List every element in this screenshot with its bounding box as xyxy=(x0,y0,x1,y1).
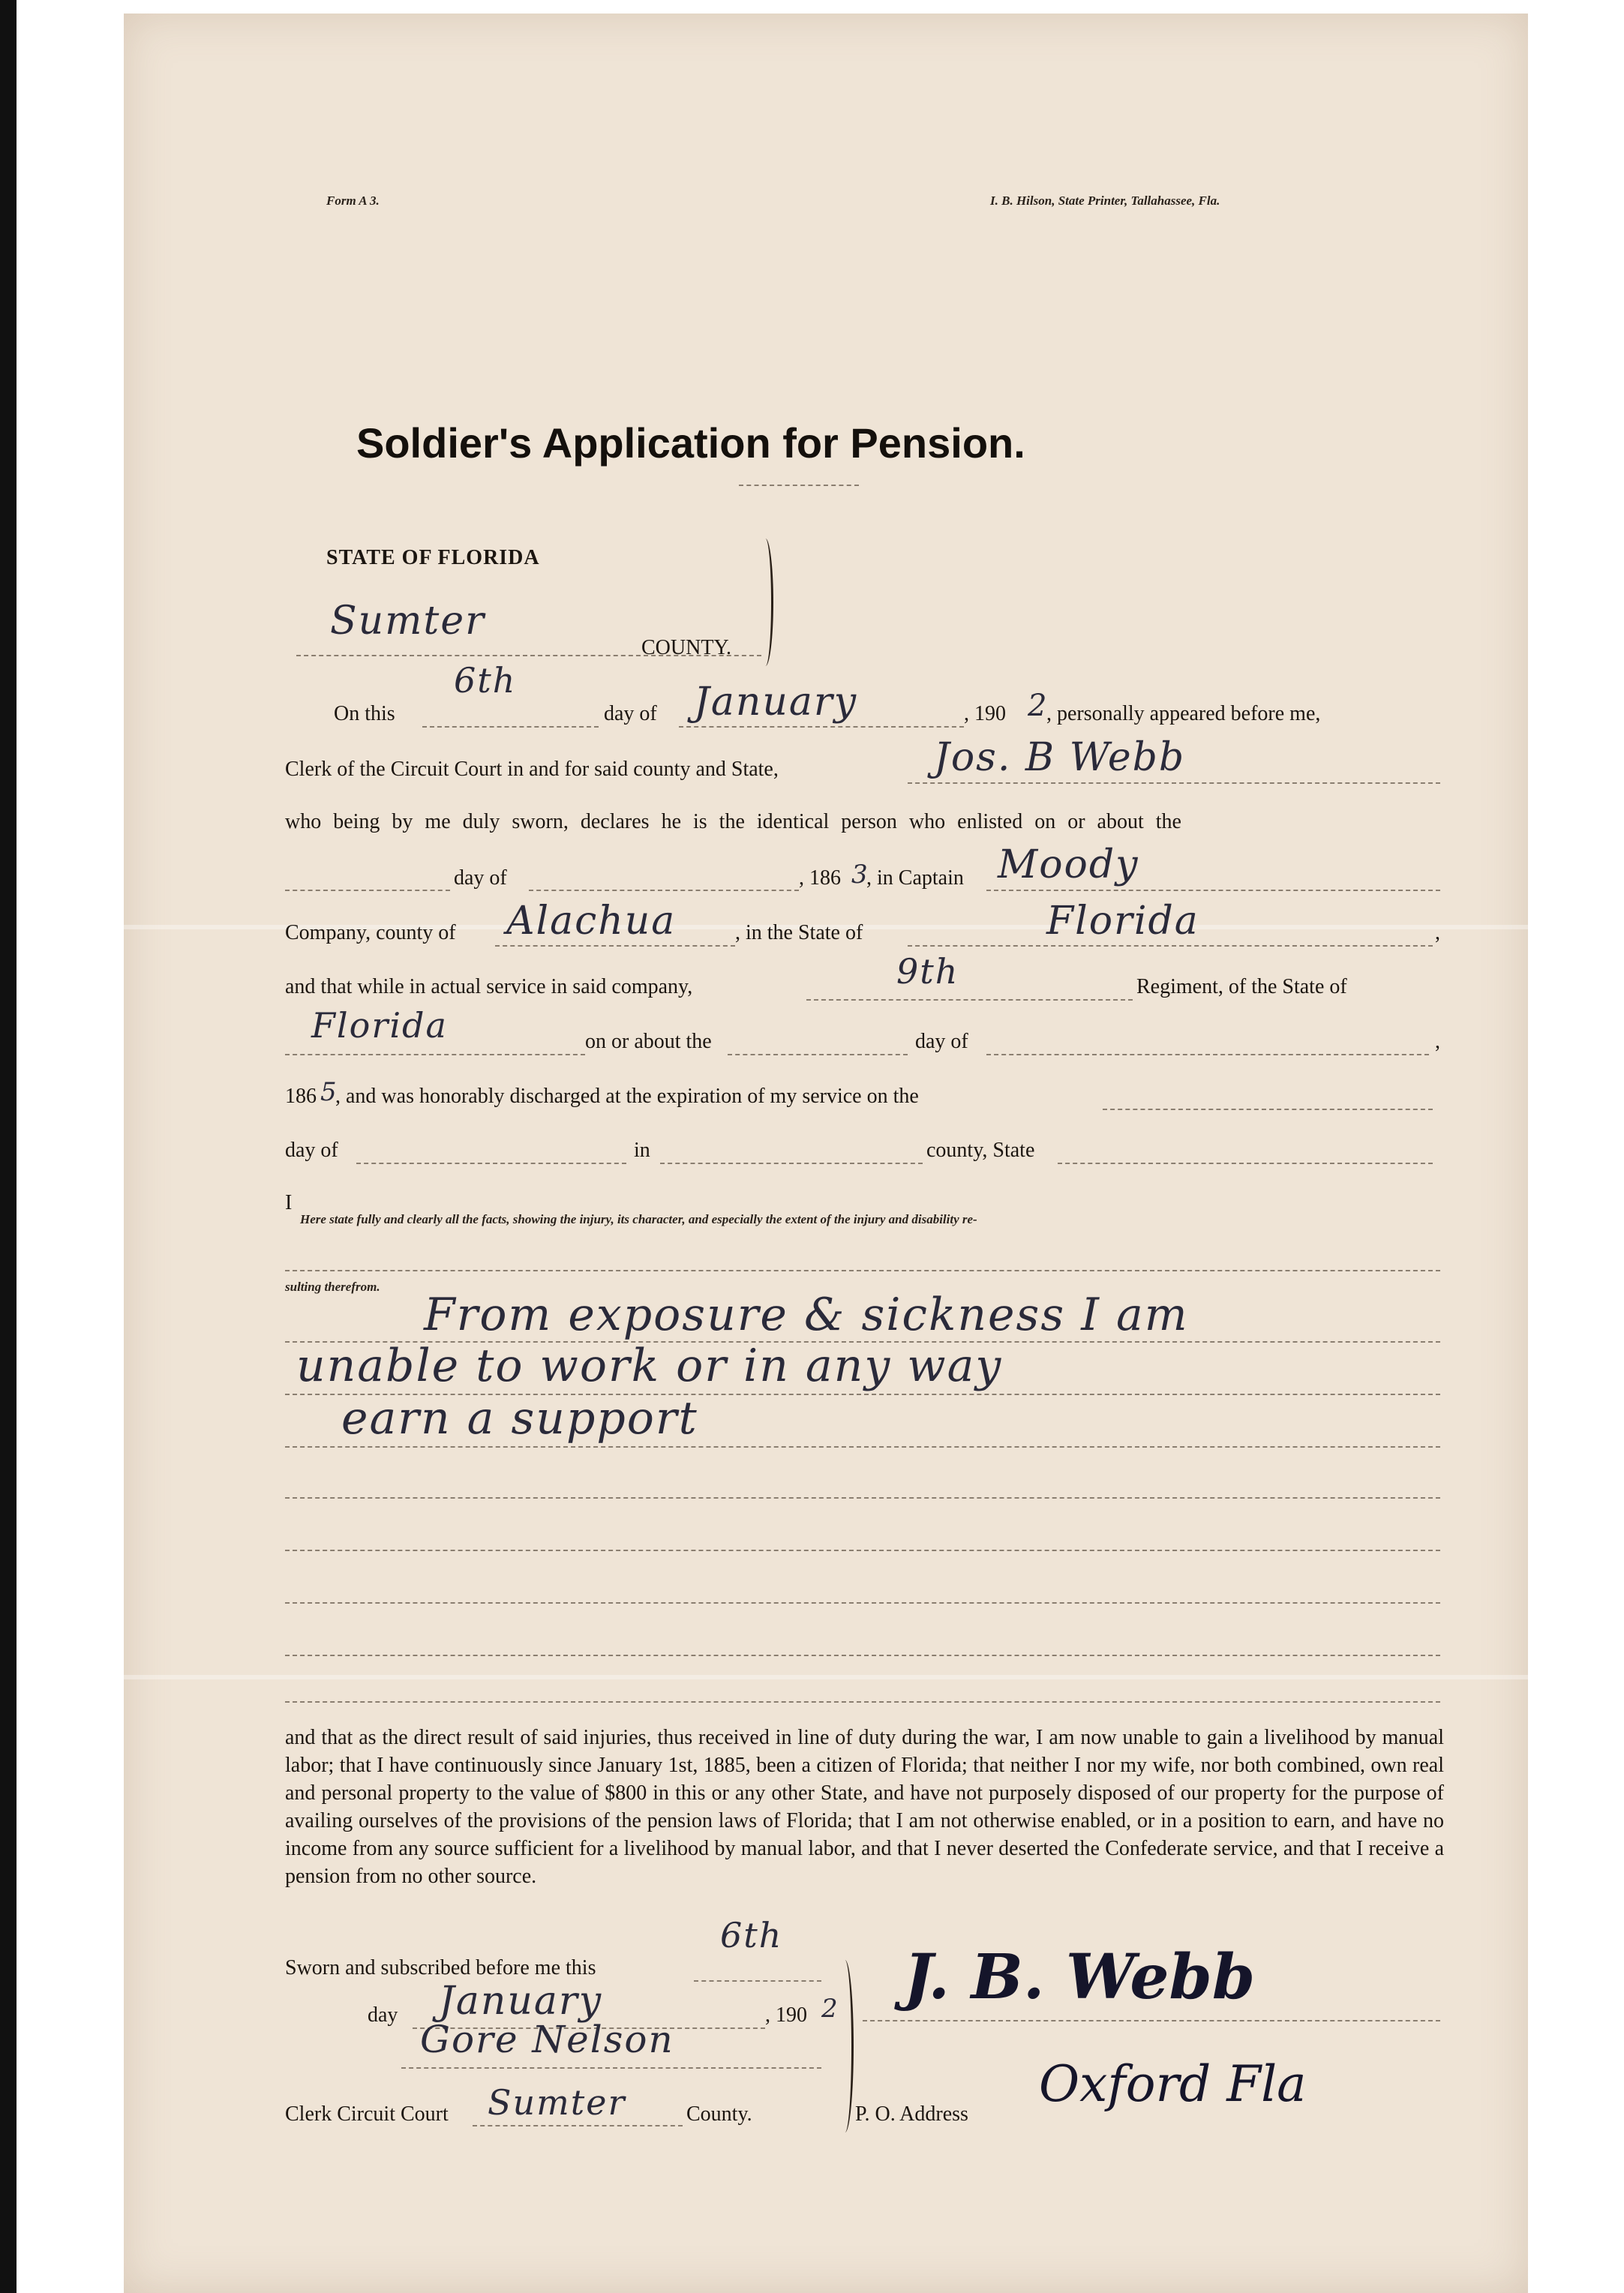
pension-application-page xyxy=(124,14,1528,2293)
sworn-declaration-text: who being by me duly sworn, declares he is the identical person who enlisted on or about the xyxy=(285,810,1181,833)
enlist-county-handwritten: Alachua xyxy=(506,899,677,944)
clerk-circuit-court-label: Clerk Circuit Court xyxy=(285,2102,449,2126)
enlist-month-line xyxy=(529,890,799,891)
enlist-year-handwritten: 3 xyxy=(851,860,869,890)
county-label: COUNTY. xyxy=(641,636,732,659)
sworn-year-prefix: , 190 xyxy=(765,2003,807,2027)
statement-line xyxy=(285,1655,1440,1656)
declaration-paragraph: and that as the direct result of said injuries, thus received in line of duty during the war, I am now unable to gain a livelihood by manual labor; that I have continuously since January 1st, 1885, been a citizen of Florida; that neither I nor my wife, nor both combined, own real and personal property to the value of $800 in this or any other State, and have not purposely disposed of our property for the purpose of availing ourselves of the provisions of the pension laws of Florida; that I am not otherwise enabled, or in a position to earn, and have no income from any source sufficient for a livelihood by manual labor, and that I never deserted the Confederate service, and that I receive a pension from no other source. xyxy=(285,1726,1444,1888)
day-line xyxy=(422,726,599,728)
enlist-year-prefix: , 186 xyxy=(799,866,841,890)
discharge-line xyxy=(1103,1109,1433,1110)
comma: , xyxy=(1435,921,1440,944)
month-handwritten: January xyxy=(694,680,858,725)
printer-credit: I. B. Hilson, State Printer, Tallahassee, Fla. xyxy=(990,194,1220,208)
final-state-line xyxy=(1058,1163,1433,1164)
statement-line xyxy=(285,1701,1440,1703)
service-text: and that while in actual service in said company, xyxy=(285,975,693,998)
name-line xyxy=(908,782,1440,784)
title-rule xyxy=(739,485,859,486)
sworn-day-line xyxy=(694,1980,821,1982)
discharge-year-handwritten: 5 xyxy=(320,1077,338,1107)
discharge-text: , and was honorably discharged at the expiration of my service on the xyxy=(335,1085,919,1108)
day-handwritten: 6th xyxy=(454,660,517,701)
instructions-rule xyxy=(285,1270,1440,1271)
captain-handwritten: Moody xyxy=(998,842,1139,887)
statement-handwritten-3: earn a support xyxy=(341,1392,698,1445)
final-place-line xyxy=(660,1163,923,1164)
enlist-state-line xyxy=(908,945,1433,947)
paper-fold xyxy=(124,1675,1528,1679)
document-title: Soldier's Application for Pension. xyxy=(356,419,1025,467)
i-label: I xyxy=(285,1191,293,1214)
state-label: STATE OF FLORIDA xyxy=(326,546,540,569)
po-address-label: P. O. Address xyxy=(855,2102,968,2126)
regiment-handwritten: 9th xyxy=(896,951,959,992)
captain-label: , in Captain xyxy=(866,866,964,890)
clerk-text: Clerk of the Circuit Court in and for said county and State, xyxy=(285,758,779,781)
month-line xyxy=(679,726,964,728)
signature-brace xyxy=(836,1960,854,2132)
applicant-signature-line xyxy=(863,2020,1440,2021)
day-of-label: day of xyxy=(604,702,657,725)
day-of-label: day of xyxy=(285,1139,338,1162)
name-handwritten: Jos. B Webb xyxy=(934,735,1186,780)
instructions-line-1: Here state fully and clearly all the facts, showing the injury, its character, and especially the extent of the injury and disability re- xyxy=(300,1212,977,1226)
captain-line xyxy=(986,890,1440,891)
sworn-month-handwritten: January xyxy=(439,1979,603,2024)
company-county-label: Company, county of xyxy=(285,921,456,944)
regiment-state-handwritten: Florida xyxy=(311,1005,448,1046)
day-of-label: day of xyxy=(915,1030,968,1053)
clerk-signature: Gore Nelson xyxy=(420,2018,674,2061)
applicant-signature: J. B. Webb xyxy=(904,1941,1256,2013)
sworn-year-handwritten: 2 xyxy=(821,1994,839,2024)
discharge-year-prefix: 186 xyxy=(285,1085,317,1108)
year-handwritten: 2 xyxy=(1028,689,1049,723)
statement-line xyxy=(285,1550,1440,1551)
statement-handwritten-1: From exposure & sickness I am xyxy=(424,1289,1189,1341)
statement-line xyxy=(285,1446,1440,1448)
appeared-text: , personally appeared before me, xyxy=(1046,702,1321,725)
county-state-label: county, State xyxy=(926,1139,1035,1162)
discharge-day-line xyxy=(728,1054,908,1055)
clerk-county-label: County. xyxy=(686,2102,752,2126)
enlist-day-line xyxy=(285,890,450,891)
sworn-day-handwritten: 6th xyxy=(720,1915,783,1955)
statement-line xyxy=(285,1497,1440,1499)
sworn-day-label: day xyxy=(368,2003,398,2027)
scanner-edge xyxy=(0,0,17,2293)
comma: , xyxy=(1435,1030,1440,1053)
po-address-handwritten: Oxford Fla xyxy=(1039,2055,1307,2113)
statement-handwritten-2: unable to work or in any way xyxy=(296,1340,1003,1392)
regiment-label: Regiment, of the State of xyxy=(1136,975,1347,998)
clerk-signature-line xyxy=(401,2067,821,2069)
enlist-state-handwritten: Florida xyxy=(1046,899,1199,944)
regiment-line xyxy=(806,999,1133,1001)
venue-brace xyxy=(758,539,773,666)
on-this-label: On this xyxy=(334,702,395,725)
sworn-label: Sworn and subscribed before me this xyxy=(285,1956,596,1979)
on-or-about-label: on or about the xyxy=(585,1030,712,1053)
statement-line xyxy=(285,1602,1440,1604)
day-of-label: day of xyxy=(454,866,507,890)
year-prefix: , 190 xyxy=(964,702,1006,725)
in-label: in xyxy=(634,1139,650,1162)
form-number: Form A 3. xyxy=(326,194,380,208)
instructions-line-2: sulting therefrom. xyxy=(285,1280,380,1294)
state-of-label: , in the State of xyxy=(735,921,863,944)
county-handwritten: Sumter xyxy=(330,599,485,644)
clerk-county-handwritten: Sumter xyxy=(488,2082,626,2123)
final-day-line xyxy=(356,1163,626,1164)
clerk-county-line xyxy=(473,2125,683,2126)
discharge-month-line xyxy=(986,1054,1429,1055)
regiment-state-line xyxy=(285,1054,585,1055)
enlist-county-line xyxy=(495,945,735,947)
